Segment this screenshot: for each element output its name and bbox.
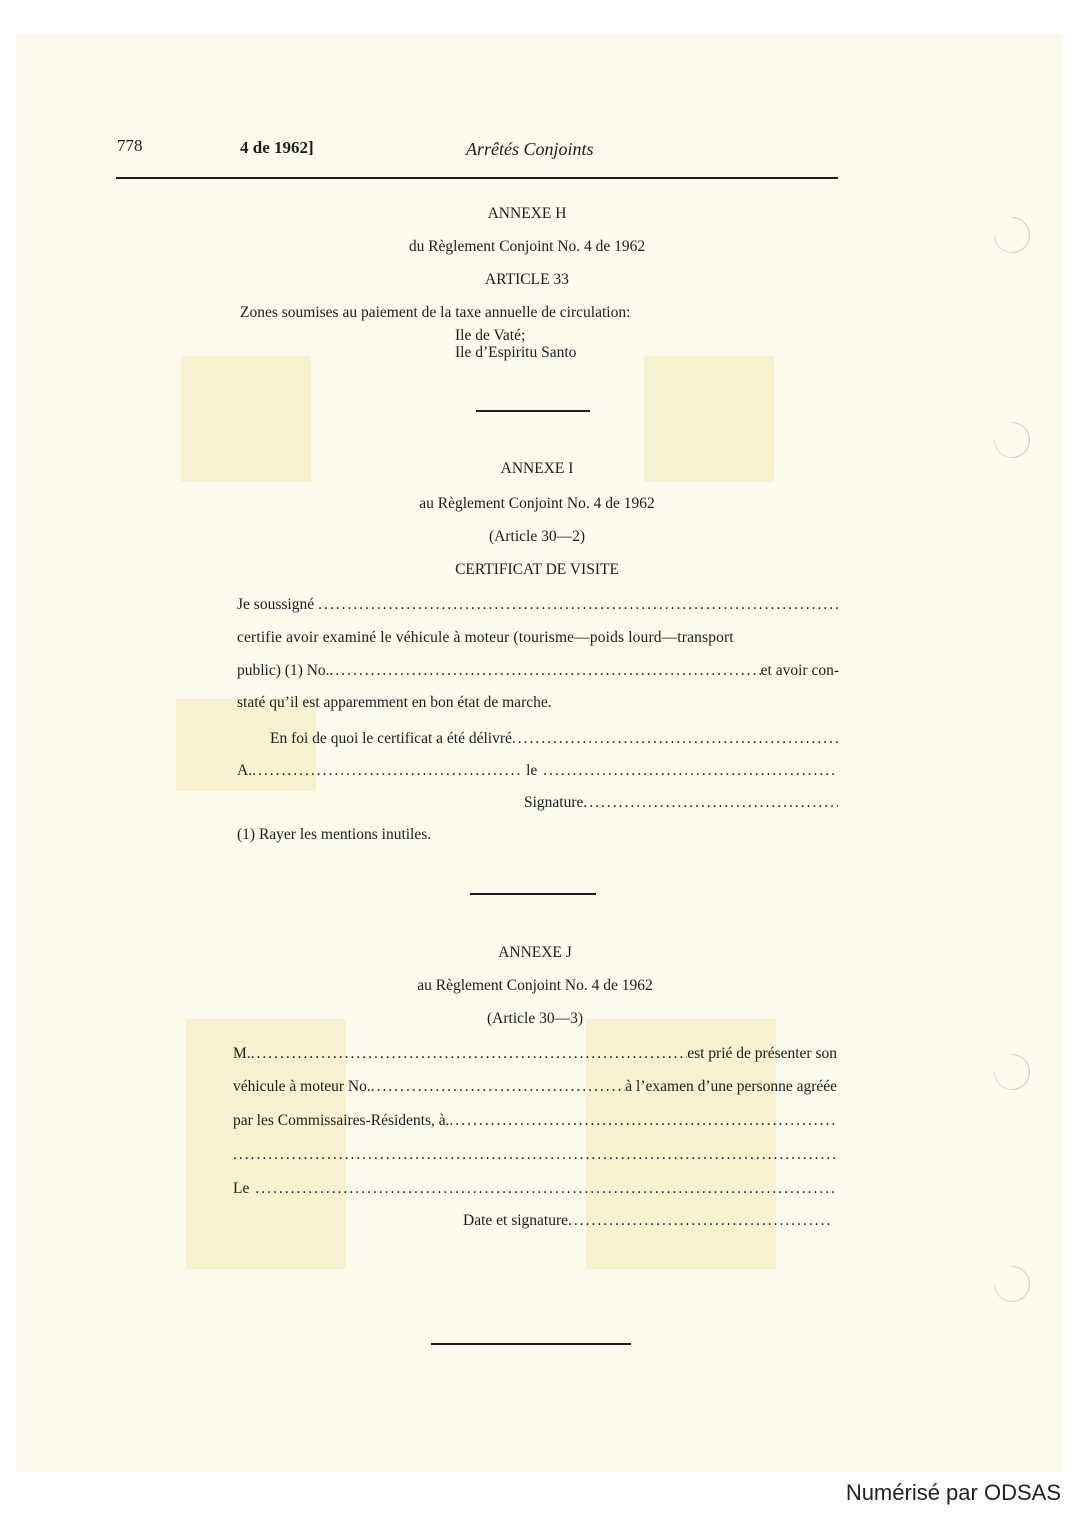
dotted-fill	[252, 762, 520, 780]
certificate-heading: CERTIFICAT DE VISITE	[455, 561, 619, 578]
footnote: (1) Rayer les mentions inutiles.	[237, 826, 432, 843]
digitization-credit: Numérisé par ODSAS	[845, 1480, 1061, 1505]
annexe-j-article: (Article 30—3)	[487, 1010, 583, 1027]
date-signature-line	[463, 1212, 833, 1230]
soussigne-label: Je soussigné	[237, 596, 315, 613]
public-label: public) (1) No.	[237, 662, 330, 679]
annexe-h-zone: Ile de Vaté;	[455, 327, 526, 344]
date-label: le	[526, 762, 538, 779]
vehicule-end: à l’examen d’une personne agréée	[625, 1078, 837, 1095]
dotted-fill	[251, 1045, 688, 1063]
commissaires-line	[233, 1112, 836, 1130]
le-label: Le	[233, 1180, 250, 1197]
signature-line	[524, 794, 838, 812]
blank-dotted-line	[233, 1146, 836, 1164]
place-date-line	[237, 762, 838, 780]
annexe-h-zone: Ile d’Espiritu Santo	[455, 344, 577, 361]
dotted-fill	[543, 762, 838, 780]
m-end: est prié de présenter son	[687, 1045, 837, 1062]
section-separator	[470, 893, 596, 895]
annexe-h-subtitle: du Règlement Conjoint No. 4 de 1962	[408, 238, 646, 255]
annexe-h-title: ANNEXE H	[487, 205, 567, 222]
certifie-text: certifie avoir examiné le véhicule à moteur (tourisme—poids lourd—transport	[237, 629, 734, 646]
dotted-fill	[318, 596, 839, 614]
header-rule	[116, 177, 838, 179]
punch-hole	[987, 415, 1038, 466]
public-line	[237, 662, 839, 680]
punch-hole	[987, 1047, 1038, 1098]
m-label: M.	[233, 1045, 251, 1062]
dotted-fill	[255, 1180, 836, 1198]
le-line	[233, 1180, 836, 1198]
en-foi-line	[270, 730, 838, 748]
signature-label: Signature	[524, 794, 584, 811]
dotted-fill	[450, 1112, 836, 1130]
vehicule-label: véhicule à moteur No.	[233, 1078, 371, 1095]
page-number: 778	[117, 136, 143, 155]
punch-hole	[987, 1259, 1038, 1310]
header-title: Arrêtés Conjoints	[466, 139, 594, 159]
annexe-h-intro: Zones soumises au paiement de la taxe annuelle de circulation:	[240, 304, 631, 321]
annexe-i-article: (Article 30—2)	[489, 528, 585, 545]
soussigne-line	[237, 596, 839, 614]
section-separator	[476, 410, 590, 412]
annexe-i-title: ANNEXE I	[500, 460, 574, 477]
place-label: A.	[237, 762, 253, 779]
dotted-fill	[330, 662, 761, 680]
date-signature-label: Date et signature	[463, 1212, 569, 1229]
annexe-i-subtitle: au Règlement Conjoint No. 4 de 1962	[419, 495, 655, 512]
dotted-fill	[371, 1078, 626, 1096]
bleed-through-mark	[181, 356, 311, 482]
dotted-fill	[583, 794, 838, 812]
commissaires-label: par les Commissaires-Résidents, à.	[233, 1112, 450, 1129]
vehicule-line	[233, 1078, 837, 1096]
punch-hole	[987, 210, 1038, 261]
en-foi-label: En foi de quoi le certificat a été délivré	[270, 730, 512, 747]
annexe-h-article: ARTICLE 33	[485, 271, 569, 288]
annexe-j-subtitle: au Règlement Conjoint No. 4 de 1962	[417, 977, 653, 994]
annexe-j-title: ANNEXE J	[498, 944, 572, 961]
public-end: et avoir con-	[760, 662, 839, 679]
dotted-fill	[568, 1212, 833, 1230]
constate-text: staté qu’il est apparemment en bon état de marche.	[237, 694, 552, 711]
dotted-fill	[512, 730, 838, 748]
dotted-fill	[233, 1146, 836, 1164]
header-reference: 4 de 1962]	[240, 138, 314, 157]
m-line	[233, 1045, 837, 1063]
section-separator	[431, 1343, 631, 1345]
